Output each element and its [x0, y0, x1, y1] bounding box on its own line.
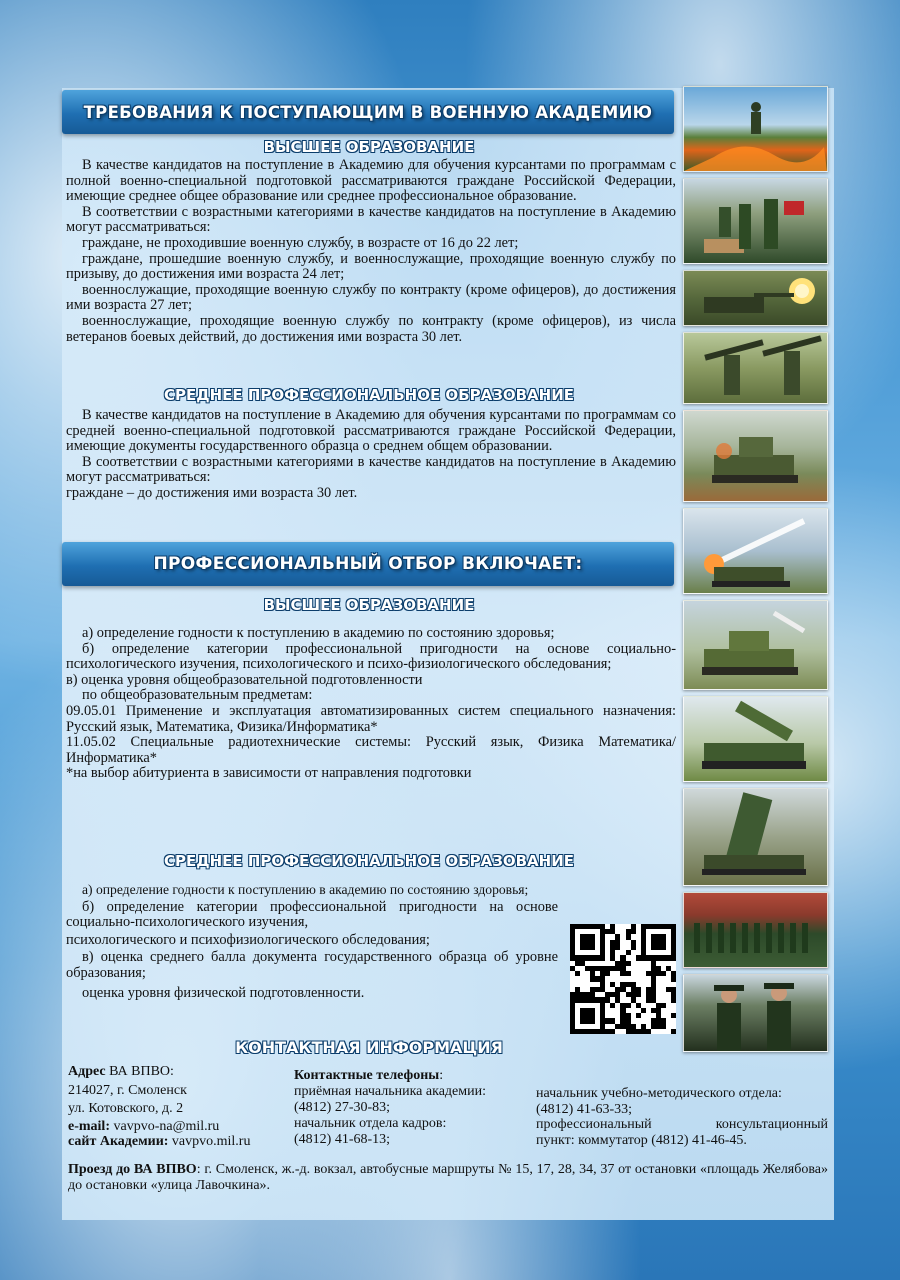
qr-module: [671, 1029, 676, 1034]
buk-icon: [684, 697, 827, 781]
selection-title: ПРОФЕССИОНАЛЬНЫЙ ОТБОР ВКЛЮЧАЕТ:: [153, 554, 583, 574]
route-label: Проезд до ВА ВПВО: [68, 1162, 197, 1177]
edu-dept-phone: (4812) 41-63-33;: [536, 1101, 633, 1117]
selection-spo-b1: б) определение категории профессиональной пригодности на основе социально-психологического изучения,: [66, 898, 558, 931]
phones-block-2: [536, 1086, 828, 1148]
email-label: e-mail:: [68, 1118, 110, 1134]
phones-label: Контактные телефоны: [294, 1068, 440, 1083]
higher-education-heading: ВЫСШЕЕ ОБРАЗОВАНИЕ: [263, 138, 475, 156]
age-item-1: граждане, не проходившие военную службу, в возрасте от 16 до 22 лет;: [82, 234, 519, 251]
qr-code[interactable]: [570, 924, 676, 1034]
email-link[interactable]: vavpvo-na@mil.ru: [109, 1118, 220, 1134]
soldiers-icon: [684, 333, 827, 403]
s300-icon: [684, 789, 827, 885]
address-org: ВА ВПВО:: [105, 1064, 174, 1079]
section1-spo-text: [66, 408, 676, 502]
consult-label: профессиональный консультационный: [536, 1117, 828, 1133]
tor-system-photo: [683, 600, 828, 690]
artillery-fire-photo: [683, 270, 828, 326]
selection-spo-heading: СРЕДНЕЕ ПРОФЕССИОНАЛЬНОЕ ОБРАЗОВАНИЕ: [163, 852, 575, 870]
route-text: : г. Смоленск, ж.-д. вокзал, автобусные маршруты № 15, 17, 28, 34, 37 от остановки «площадь Желябова» до остановки «улица Лавочкина».: [68, 1162, 829, 1193]
selection-higher-c2: по общеобразовательным предметам:: [82, 687, 313, 704]
buk-launcher-photo: [683, 696, 828, 782]
photo-column: [683, 86, 826, 1058]
consult-phone: пункт: коммутатор (4812) 41-46-45.: [536, 1132, 747, 1148]
selection-higher-text: [66, 626, 676, 782]
phones-block: [294, 1068, 534, 1148]
parade-icon: [684, 893, 827, 967]
hr-phone: (4812) 41-68-13;: [294, 1132, 391, 1148]
selection-higher-heading: ВЫСШЕЕ ОБРАЗОВАНИЕ: [263, 596, 475, 614]
spo-paragraph-3: граждане – до достижения ими возраста 30 лет.: [66, 484, 358, 501]
page-title-banner: [62, 90, 674, 134]
route-block: [68, 1162, 828, 1193]
missile-icon: [684, 509, 827, 593]
selection-spo-c: в) оценка среднего балла документа государственного образца об уровне образования;: [66, 949, 558, 981]
selection-spo-a: а) определение годности к поступлению в академию по состоянию здоровья;: [82, 882, 529, 897]
soldier-fire-photo: [683, 86, 828, 172]
sam-vehicle-icon: [684, 411, 827, 501]
officers-icon: [684, 975, 827, 1051]
spo-paragraph-2: В соответствии с возрастными категориями в качестве кандидатов на поступление в Академию могут рассматриваться:: [66, 453, 676, 486]
address-block: [68, 1064, 288, 1150]
tracked-sam-photo: [683, 410, 828, 502]
selection-higher-b: б) определение категории профессиональной пригодности на основе социально-психологического изучения, психологического и психо-физиологического обследования;: [66, 640, 676, 673]
site-link[interactable]: vavpvo.mil.ru: [168, 1134, 251, 1150]
manpads-soldiers-photo: [683, 332, 828, 404]
missile-launch-photo: [683, 508, 828, 594]
hr-label: начальник отдела кадров:: [294, 1115, 447, 1131]
address-label: Адрес: [68, 1064, 106, 1079]
soldier-icon: [684, 87, 827, 171]
contacts-heading: КОНТАКТНАЯ ИНФОРМАЦИЯ: [235, 1038, 503, 1057]
selection-spo-text: [66, 882, 558, 1001]
admissions-phone: (4812) 27-30-83;: [294, 1100, 391, 1116]
selection-spo-d: оценка уровня физической подготовленности.: [82, 984, 365, 1001]
section1-higher-text: [66, 158, 676, 345]
phones-colon: :: [439, 1068, 444, 1083]
age-item-3: военнослужащие, проходящие военную службу по контракту (кроме офицеров), до достижения ими возраста 27 лет;: [66, 281, 676, 314]
specialty-11-05-02: 11.05.02 Специальные радиотехнические системы: Русский язык, Физика Математика/ Информатика*: [66, 734, 676, 766]
age-item-2: граждане, прошедшие военную службу, и военнослужащие, проходящие военную службу по призыву, до достижения ими возраста 24 лет;: [66, 250, 676, 283]
specialty-09-05-01: 09.05.01 Применение и эксплуатация автоматизированных систем специального назначения: Русский язык, Математика, Физика/Информатика*: [66, 702, 676, 735]
tor-vehicle-icon: [684, 601, 827, 689]
oath-ceremony-photo: [683, 178, 828, 264]
subjects-footnote: *на выбор абитуриента в зависимости от направления подготовки: [66, 765, 472, 782]
edu-dept-label: начальник учебно-методического отдела:: [536, 1086, 782, 1101]
selection-spo-b2: психологического и психофизиологического обследования;: [66, 931, 430, 948]
higher-paragraph-2: В соответствии с возрастными категориями в качестве кандидатов на поступление в Академию могут рассматриваться:: [66, 203, 676, 236]
site-label: сайт Академии:: [68, 1134, 169, 1150]
page-title: ТРЕБОВАНИЯ К ПОСТУПАЮЩИМ В ВОЕННУЮ АКАДЕМИЮ: [83, 102, 653, 122]
admissions-label: приёмная начальника академии:: [294, 1083, 486, 1099]
flash-icon: [684, 271, 827, 325]
spo-paragraph-1: В качестве кандидатов на поступление в Академию для обучения курсантами по программам со средней военно-специальной подготовкой рассматриваются граждане Российской Федерации, имеющие документы государственного образца о среднем общем образовании.: [66, 407, 676, 455]
higher-paragraph-1: В качестве кандидатов на поступление в Академию для обучения курсантами по программам с полной военно-специальной подготовкой рассматриваются граждане Российской Федерации, имеющие среднее общее образование или среднее профессиональное образование.: [66, 157, 676, 205]
selection-banner: [62, 542, 674, 586]
selection-higher-a: а) определение годности к поступлению в академию по состоянию здоровья;: [82, 625, 555, 641]
officers-award-photo: [683, 974, 828, 1052]
spo-heading: СРЕДНЕЕ ПРОФЕССИОНАЛЬНОЕ ОБРАЗОВАНИЕ: [163, 386, 575, 404]
address-line-1: 214027, г. Смоленск: [68, 1082, 187, 1098]
address-line-2: ул. Котовского, д. 2: [68, 1101, 184, 1117]
ceremony-icon: [684, 179, 827, 263]
s300-launcher-photo: [683, 788, 828, 886]
selection-higher-c1: в) оценка уровня общеобразовательной подготовленности: [66, 671, 423, 688]
parade-formation-photo: [683, 892, 828, 968]
age-item-4: военнослужащие, проходящие военную службу по контракту (кроме офицеров), из числа ветеранов боевых действий, до достижения ими возраста 30 лет.: [66, 312, 676, 345]
